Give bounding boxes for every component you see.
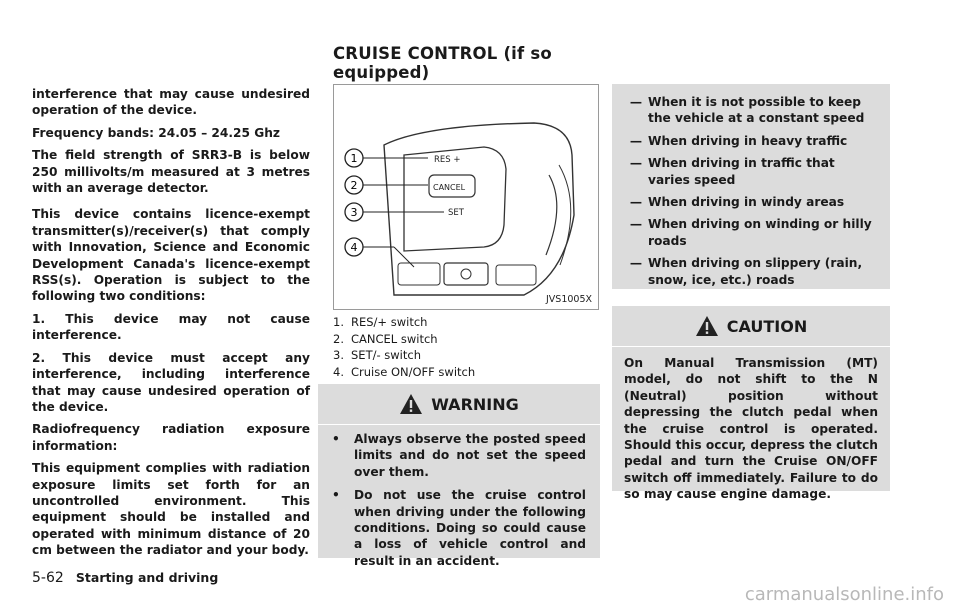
paragraph: This device contains licence-exempt transmitter(s)/receiver(s) that comply with Innovation, Science and Economic Development Canada's licence-exempt RSS(s). Operation is subject to the following two conditions: xyxy=(32,207,310,304)
paragraph: interference that may cause undesired operation of the device. xyxy=(32,87,310,118)
warning-header xyxy=(318,384,600,424)
warning-box xyxy=(318,384,600,568)
warning-list xyxy=(318,431,600,569)
res-label: RES + xyxy=(434,155,461,165)
conditions-list xyxy=(612,84,890,288)
list-item: — When driving on winding or hilly roads xyxy=(629,217,872,248)
list-item: • Always observe the posted speed limits and do not set the speed over them. xyxy=(332,432,586,479)
steering-switch-figure xyxy=(333,84,599,310)
paragraph: 2. This device must accept any interference, including interference that may cause undesired operation of the device. xyxy=(32,350,310,414)
figure-legend xyxy=(333,314,599,380)
left-column xyxy=(32,86,310,565)
paragraph: Radiofrequency radiation exposure information: xyxy=(32,422,310,453)
list-item: — When driving in windy areas xyxy=(629,195,845,210)
steering-wheel-illustration xyxy=(334,85,598,309)
callout-4 xyxy=(345,238,363,256)
warning-title: WARNING xyxy=(431,394,519,414)
figure-code: JVS1005X xyxy=(545,294,592,305)
caution-text: On Manual Transmission (MT) model, do not shift to the N (Neutral) position without depressing the clutch pedal when the cruise control is operated. Should this occur, depress the clutch pedal and turn the Cruise ON/OFF switch off immediately. Failure to do so may cause engine damage. xyxy=(624,356,878,502)
cancel-label: CANCEL xyxy=(433,183,466,192)
section-title: CRUISE CONTROL (if so equipped) xyxy=(333,44,552,82)
svg-text:1: 1 xyxy=(350,152,358,165)
list-item: — When driving in traffic that varies speed xyxy=(629,156,835,187)
caution-title: CAUTION xyxy=(726,316,808,336)
page-number: 5-62 xyxy=(32,570,64,586)
conditions-box xyxy=(612,84,890,289)
svg-text:4: 4 xyxy=(350,241,358,254)
caution-box xyxy=(612,306,890,502)
list-item: 2. CANCEL switch xyxy=(333,331,438,346)
svg-text:2: 2 xyxy=(350,179,358,192)
caution-header xyxy=(612,306,890,346)
list-item: 3. SET/- switch xyxy=(333,348,421,362)
list-item: — When it is not possible to keep the vehicle at a constant speed xyxy=(629,95,865,126)
svg-text:3: 3 xyxy=(350,206,358,219)
callout-1 xyxy=(345,149,363,167)
watermark: carmanualsonline.info xyxy=(744,584,944,605)
list-item: • Do not use the cruise control when driving under the following conditions. Doing so could cause a loss of vehicle control and result in an accident. xyxy=(332,488,586,568)
paragraph: The field strength of SRR3-B is below 250 millivolts/m measured at 3 metres with an average detector. xyxy=(32,148,310,196)
paragraph: 1. This device may not cause interference. xyxy=(32,311,310,343)
warning-triangle-icon xyxy=(399,393,423,415)
set-label: SET xyxy=(448,208,464,218)
list-item: — When driving on slippery (rain, snow, ice, etc.) roads xyxy=(629,256,863,287)
list-item: 4. Cruise ON/OFF switch xyxy=(333,364,476,379)
paragraph: This equipment complies with radiation exposure limits set forth for an uncontrolled environment. This equipment should be installed and operated with minimum distance of 20 cm between the radiator and your body. xyxy=(32,461,310,558)
callout-2 xyxy=(345,176,363,194)
list-item: 1. RES/+ switch xyxy=(333,315,428,329)
list-item: — When driving in heavy traffic xyxy=(629,133,848,148)
callout-3 xyxy=(345,203,363,221)
chapter-name: Starting and driving xyxy=(75,570,219,585)
page-footer xyxy=(32,570,218,586)
paragraph: Frequency bands: 24.05 – 24.25 Ghz xyxy=(32,125,280,140)
caution-triangle-icon xyxy=(695,315,719,337)
